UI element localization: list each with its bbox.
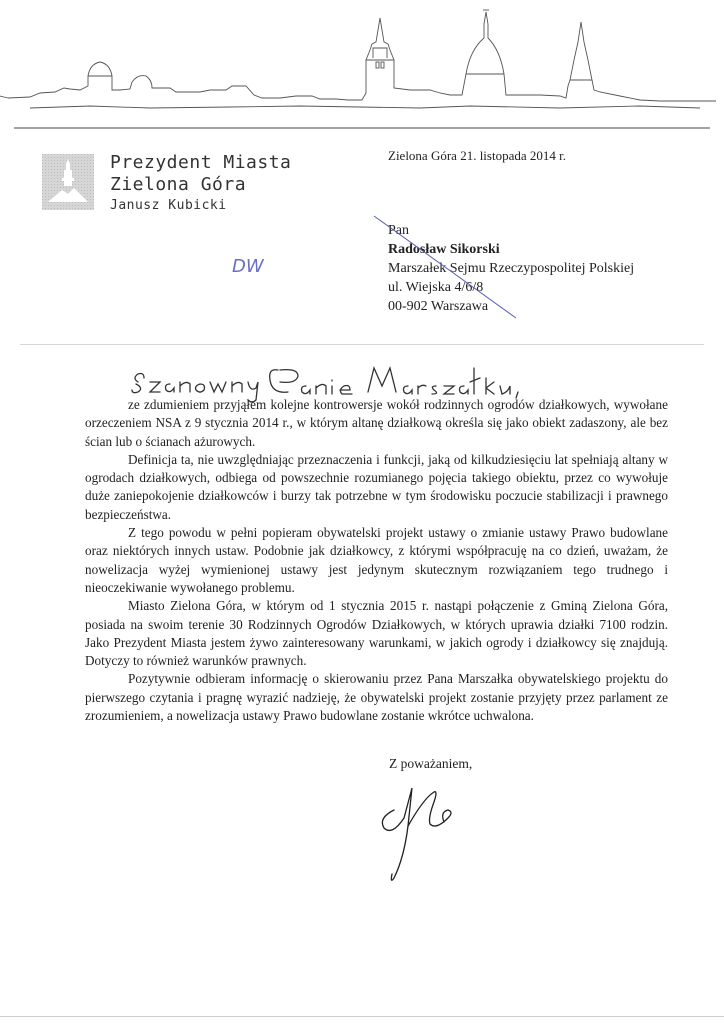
- recipient-name: Radosław Sikorski: [388, 242, 500, 257]
- body-paragraph-5: Pozytywnie odbieram informację o skierowaniu przez Pana Marszałka obywatelskiego projektu do pierwszego czytania i pragnę wyrazić nadzieję, że obywatelski projekt zostanie przyjęty przez parlament ze zrozumieniem, a nowelizacja ustawy Prawo budowlane zostanie wkrótce uchwalona.: [85, 671, 668, 724]
- city-crest-icon: [42, 154, 94, 210]
- sender-name: Janusz Kubicki: [110, 198, 227, 213]
- header-separator: [20, 344, 704, 345]
- recipient-title: Pan: [388, 223, 409, 238]
- body-paragraph-3: Z tego powodu w pełni popieram obywatelski projekt ustawy o zmianie ustawy Prawo budowlane oraz niektórych innych ustaw. Podobnie jak działkowcy, z którymi współpracuję na co dzień, uważam, że nowelizacja wyżej wymienionej ustawy jest jedynym skutecznym rozwiązaniem tego trudnego i nieoczekiwanie wywołanego problemu.: [85, 525, 668, 595]
- recipient-postal: 00-902 Warszawa: [388, 299, 489, 314]
- handwritten-annotation: DW: [232, 256, 264, 277]
- handwritten-signature-icon: [364, 778, 474, 886]
- letter-body: [85, 396, 668, 725]
- page-bottom-edge: [0, 1016, 724, 1017]
- body-paragraph-4: Miasto Zielona Góra, w którym od 1 stycznia 2015 r. nastąpi połączenie z Gminą Zielona Góra, posiada na swoim terenie 30 Rodzinnych Ogrodów Działkowych, w których uprawia działki 7100 rodzin. Jako Prezydent Miasta jestem żywo zainteresowany warunkami, w jakich ogrody i działkowcy się znajdują. Dotyczy to również warunków prawnych.: [85, 598, 668, 669]
- closing-phrase: Z poważaniem,: [389, 756, 473, 771]
- sender-block: [110, 152, 291, 215]
- recipient-position: Marszałek Sejmu Rzeczypospolitej Polskiej: [388, 261, 635, 276]
- letter-date: Zielona Góra 21. listopada 2014 r.: [388, 148, 566, 163]
- office-line-1: Prezydent Miasta: [110, 152, 292, 173]
- letterhead-skyline: [0, 0, 724, 140]
- recipient-street: ul. Wiejska 4/6/8: [388, 280, 484, 295]
- diagonal-strike-mark: [370, 214, 520, 320]
- office-line-2: Zielona Góra: [110, 174, 247, 195]
- body-paragraph-1: ze zdumieniem przyjąłem kolejne kontrowersje wokół rodzinnych ogrodów działkowych, wywołane orzeczeniem NSA z 9 stycznia 2014 r., w którym altanę działkową określa się jako obiekt zadaszony, ale bez ścian lub o ścianach ażurowych.: [85, 397, 668, 449]
- body-paragraph-2: Definicja ta, nie uwzględniając przeznaczenia i funkcji, jaką od kilkudziesięciu lat spełniają altany w ogrodach działkowych, odbiega od powszechnie rozumianego pojęcia takiego obiektu, przez co wywołuje duże zaniepokojenie działkowców i burzy tak potrzebne w tym środowisku poczucie stabilizacji i prawnego bezpieczeństwa.: [85, 451, 668, 522]
